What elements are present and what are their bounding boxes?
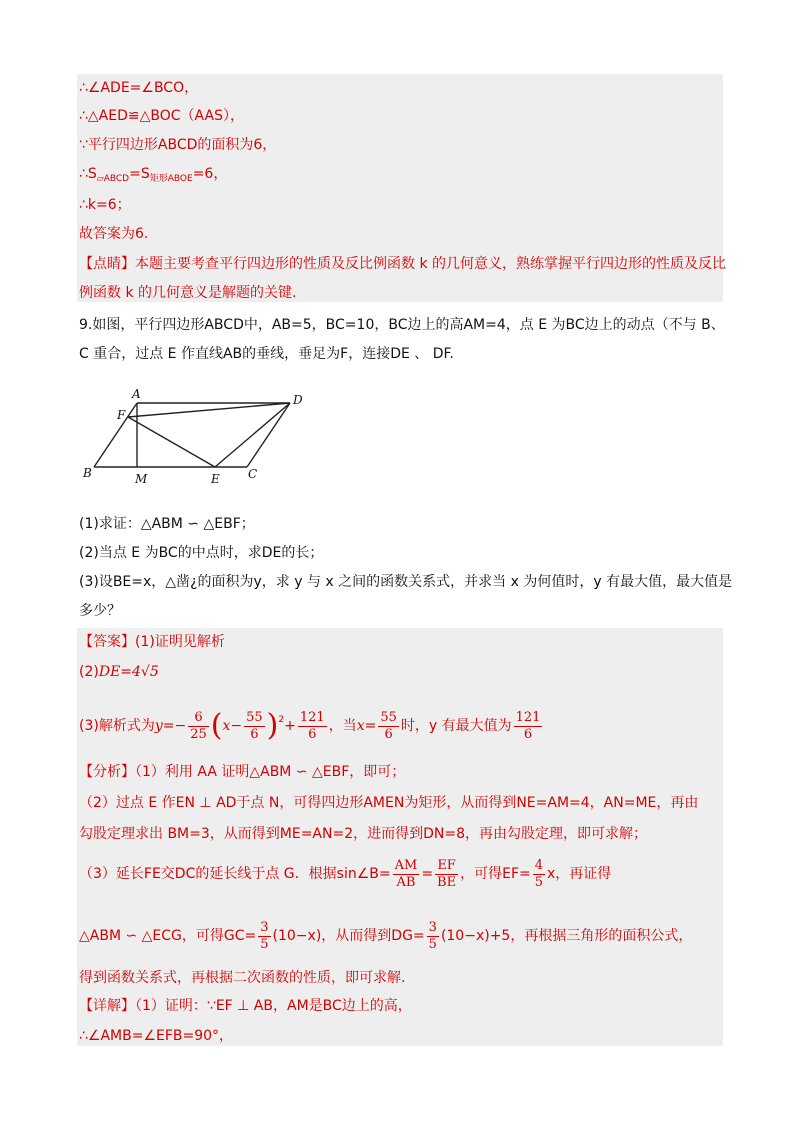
analysis-line-1: 【分析】（1）利用 AA 证明△ABM ∽ △EBF，即可； — [79, 764, 406, 780]
prev-line-2: ∴△AED≌△BOC（AAS）， — [79, 108, 244, 124]
segment-fd — [128, 403, 290, 417]
label-e: E — [211, 472, 220, 486]
question-part-1: (1)求证：△ABM ∽ △EBF； — [79, 516, 255, 532]
analysis-line-6: 得到函数关系式，再根据二次函数的性质，即可求解. — [79, 970, 406, 986]
label-f: F — [117, 408, 126, 422]
question-part-3-line-1: (3)设BE=x，△凿¿的面积为y，求 y 与 x 之间的函数关系式，并求当 x 为何值时，y 有最大值，最大值是 — [79, 574, 733, 590]
prev-line-6: 故答案为6. — [79, 226, 149, 242]
prev-line-1: ∴∠ADE=∠BCO， — [79, 80, 199, 96]
comment-line-2: 例函数 k 的几何意义是解题的关键. — [79, 285, 297, 301]
fraction-3-5-b: $\frac{3}{5}$ — [428, 919, 437, 952]
question-line-2: C 重合，过点 E 作直线AB的垂线，垂足为F，连接DE 、 DF. — [79, 346, 454, 362]
analysis-line-4: （3）延长FE交DC的延长线于点 G．根据sin∠B= $\frac{AM}{AB}$ = $\frac{EF}{BE}$ ，可得EF= $\frac{4}{5}$ x，再证得 — [79, 857, 612, 890]
fraction-4-5: $\frac{4}{5}$ — [534, 857, 544, 890]
segment-fe — [128, 417, 215, 467]
fraction-ef-be: $\frac{EF}{BE}$ — [437, 857, 457, 890]
edge-ab — [94, 403, 137, 467]
answer-1: 【答案】(1)证明见解析 — [79, 634, 225, 650]
fraction-55-6-b: $\frac{55}{6}$ — [380, 709, 397, 742]
label-b: B — [83, 466, 92, 480]
analysis-line-2: （2）过点 E 作EN ⊥ AD于点 N，可得四边形AMEN为矩形，从而得到NE=AM=4，AN=ME，再由 — [79, 795, 699, 811]
analysis-line-3: 勾股定理求出 BM=3，从而得到ME=AN=2，进而得到DN=8，再由勾股定理，即可求解； — [79, 826, 648, 842]
prev-line-5: ∴k=6； — [79, 197, 131, 213]
label-c: C — [248, 467, 258, 481]
question-part-3-line-2: 多少？ — [79, 603, 121, 619]
detail-line-1: 【详解】（1）证明：∵EF ⊥ AB，AM是BC边上的高， — [79, 998, 412, 1014]
label-m: M — [135, 472, 148, 486]
fraction-6-25: $\frac{6}{25}$ — [190, 709, 207, 742]
question-line-1: 9.如图，平行四边形ABCD中，AB=5，BC=10，BC边上的高AM=4，点 E 为BC边上的动点（不与 B、 — [79, 317, 725, 333]
detail-line-2: ∴∠AMB=∠EFB=90°， — [79, 1028, 234, 1044]
fraction-am-ab: $\frac{AM}{AB}$ — [394, 857, 418, 890]
parallelogram-figure — [80, 385, 310, 490]
answer-3: (3)解析式为y=− $\frac{6}{25}$ (x− $\frac{55}{6}$ )$^2$+ $\frac{121}{6}$ ，当x= $\frac{55}{6}$ 时，y 有最大值为 $\frac{121}{6}$ — [79, 708, 541, 743]
label-a: A — [132, 387, 141, 401]
prev-line-3: ∵平行四边形ABCD的面积为6， — [79, 137, 277, 153]
fraction-121-6-b: $\frac{121}{6}$ — [515, 709, 541, 742]
label-d: D — [293, 393, 303, 407]
fraction-121-6: $\frac{121}{6}$ — [299, 709, 325, 742]
question-part-2: (2)当点 E 为BC的中点时，求DE的长； — [79, 545, 324, 561]
analysis-line-5: △ABM ∽ △ECG，可得GC= $\frac{3}{5}$ (10−x)，从而得到DG= $\frac{3}{5}$ (10−x)+5，再根据三角形的面积公式， — [79, 919, 693, 952]
fraction-3-5: $\frac{3}{5}$ — [260, 919, 269, 952]
prev-line-4: $\therefore S_{▱ABCD}=S_{矩形ABOE}=6$， — [79, 166, 228, 184]
answer-2: (2)DE=4√5 — [79, 664, 159, 680]
fraction-55-6: $\frac{55}{6}$ — [246, 709, 263, 742]
segment-de — [215, 403, 290, 467]
comment-line-1: 【点睛】本题主要考查平行四边形的性质及反比例函数 k 的几何意义，熟练掌握平行四边形的性质及反比 — [79, 256, 727, 272]
